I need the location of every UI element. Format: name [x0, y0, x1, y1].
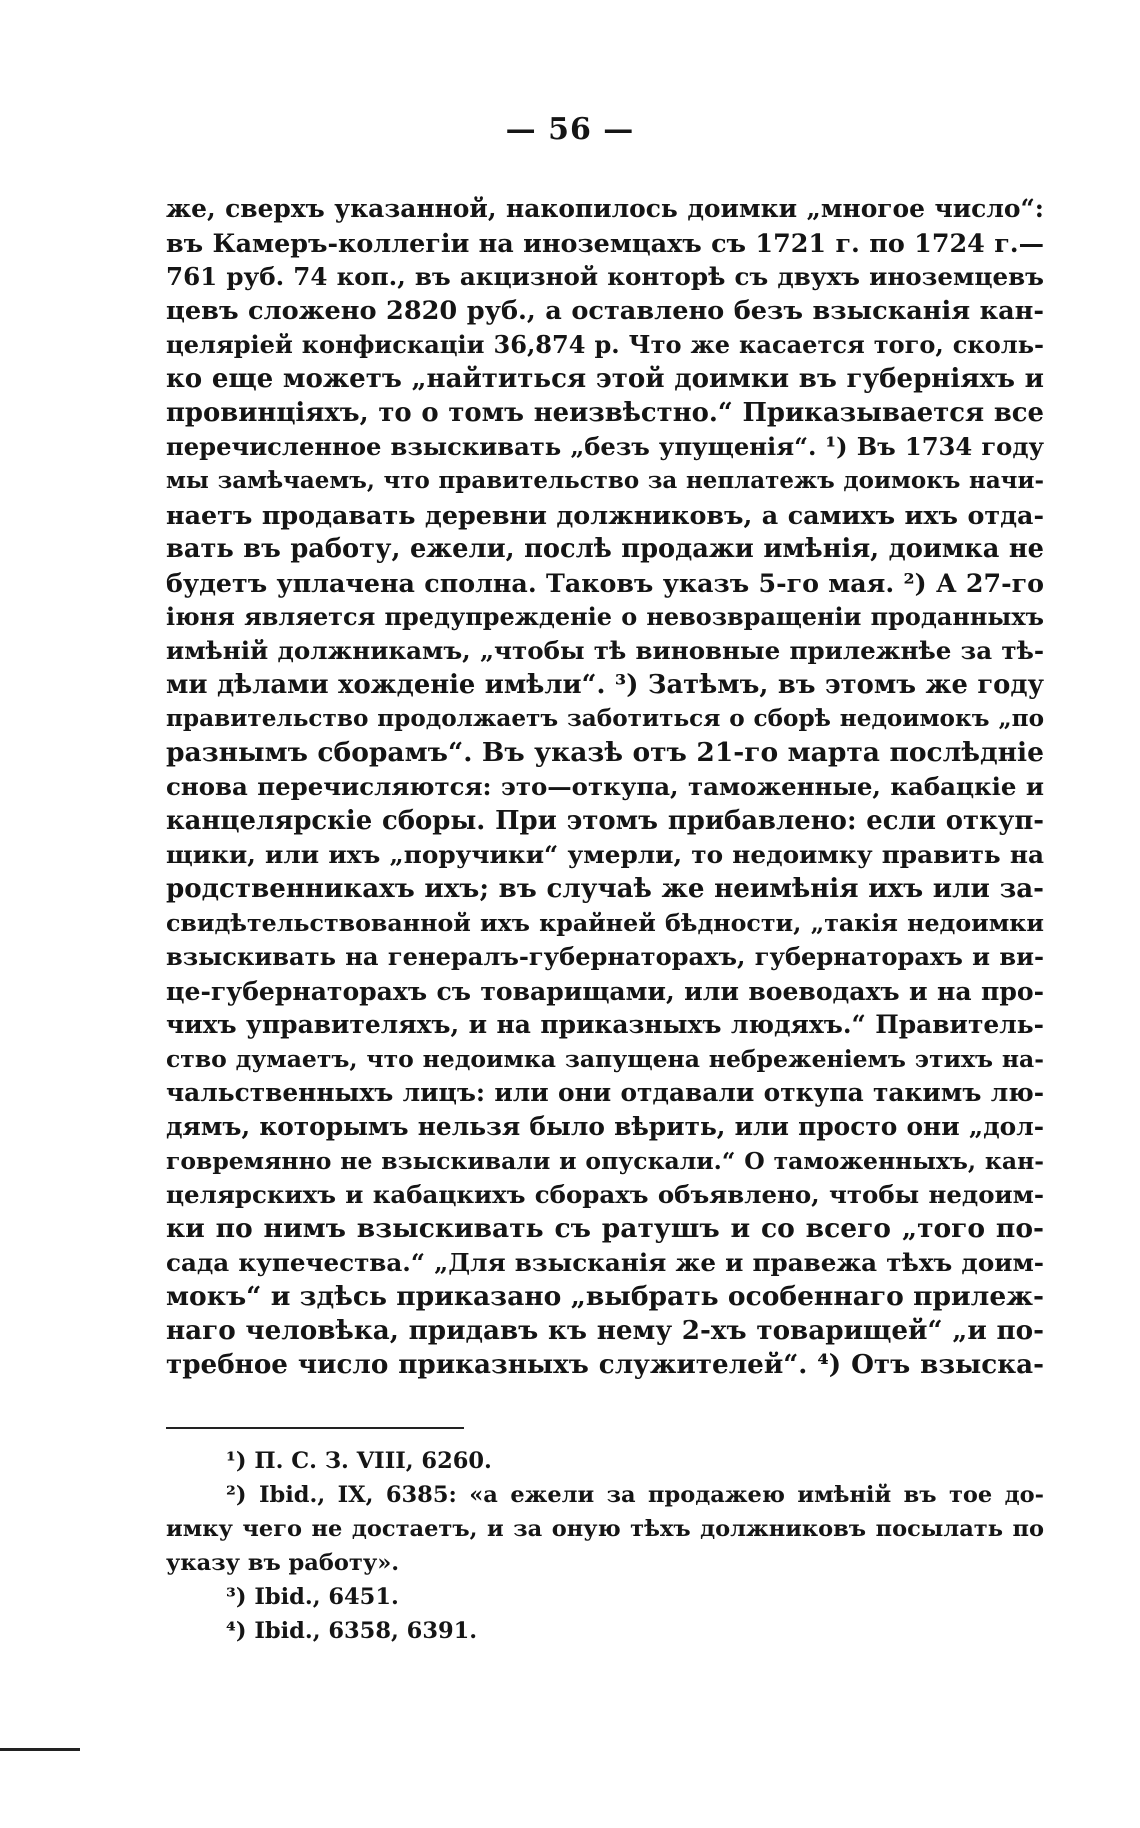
footnote-divider: [166, 1427, 464, 1429]
text-line: перечисленное взыскивать „безъ упущенія“. ¹) Въ 1734 году: [166, 432, 1044, 461]
footnote: ³) Ibid., 6451.: [226, 1584, 399, 1610]
text-line: требное число приказныхъ служителей“. ⁴) Отъ взыска-: [166, 1349, 1044, 1380]
text-line: ко еще можетъ „найтиться этой доимки въ губерніяхъ и: [166, 364, 1044, 394]
footnote: ²) Ibid., IX, 6385: «а ежели за продажею имѣній въ тое до-: [226, 1482, 1044, 1508]
text-line: въ Камеръ-коллегіи на иноземцахъ съ 1721 г. по 1724 г.—: [166, 228, 1044, 258]
text-line: разнымъ сборамъ“. Въ указѣ отъ 21-го марта послѣдніе: [166, 737, 1044, 768]
text-line: свидѣтельствованной ихъ крайней бѣдности, „такія недоимки: [166, 909, 1044, 937]
text-line: целярскихъ и кабацкихъ сборахъ объявлено, чтобы недоим-: [166, 1180, 1044, 1209]
text-line: сада купечества.“ „Для взысканія же и правежа тѣхъ доим-: [166, 1248, 1044, 1277]
text-line: провинціяхъ, то о томъ неизвѣстно.“ Приказывается все: [166, 398, 1044, 428]
scan-mark: [0, 1748, 80, 1751]
text-line: 761 руб. 74 коп., въ акцизной конторѣ съ двухъ иноземцевъ: [166, 262, 1044, 291]
text-line: наго человѣка, придавъ къ нему 2-хъ товарищей“ „и по-: [166, 1315, 1044, 1346]
text-line: ки по нимъ взыскивать съ ратушъ и со всего „того по-: [166, 1213, 1044, 1244]
footnotes: [166, 1444, 1044, 1648]
text-line: щики, или ихъ „поручики“ умерли, то недоимку править на: [166, 840, 1044, 869]
text-line: будетъ уплачена сполна. Таковъ указъ 5-го мая. ²) А 27-го: [166, 568, 1044, 598]
text-line: снова перечисляются: это—откупа, таможенные, кабацкіе и: [166, 772, 1044, 801]
text-line: целяріей конфискаціи 36,874 р. Что же касается того, сколь-: [166, 330, 1044, 359]
text-line: іюня является предупрежденіе о невозвращеніи проданныхъ: [166, 603, 1044, 631]
footnote-continuation: указу въ работу».: [166, 1550, 400, 1576]
text-line: чальственныхъ лицъ: или они отдавали откупа такимъ лю-: [166, 1078, 1044, 1107]
text-line: канцелярскіе сборы. При этомъ прибавлено: если откуп-: [166, 806, 1044, 836]
text-line: взыскивать на генералъ-губернаторахъ, губернаторахъ и ви-: [166, 942, 1044, 971]
footnote: ¹) П. С. З. VIII, 6260.: [226, 1448, 492, 1474]
text-line: ство думаетъ, что недоимка запущена небреженіемъ этихъ на-: [166, 1045, 1044, 1073]
page-number: — 56 —: [505, 112, 635, 147]
text-line: мы замѣчаемъ, что правительство за неплатежъ доимокъ начи-: [166, 467, 1044, 494]
footnote: ⁴) Ibid., 6358, 6391.: [226, 1618, 478, 1644]
text-line: имѣній должникамъ, „чтобы тѣ виновные прилежнѣе за тѣ-: [166, 636, 1044, 665]
text-line: цевъ сложено 2820 руб., а оставлено безъ взысканія кан-: [166, 296, 1044, 326]
text-line: ми дѣлами хожденіе имѣли“. ³) Затѣмъ, въ этомъ же году: [166, 670, 1044, 700]
text-line: мокъ“ и здѣсь приказано „выбрать особеннаго прилеж-: [166, 1281, 1044, 1312]
text-line: правительство продолжаетъ заботиться о сборѣ недоимокъ „по: [166, 705, 1044, 732]
text-line: це-губернаторахъ съ товарищами, или воеводахъ и на про-: [166, 976, 1044, 1006]
text-line: же, сверхъ указанной, накопилось доимки „многое число“:: [166, 194, 1044, 223]
text-line: родственникахъ ихъ; въ случаѣ же неимѣнія ихъ или за-: [166, 873, 1044, 904]
text-line: дямъ, которымъ нельзя было вѣрить, или просто они „дол-: [166, 1112, 1044, 1141]
text-line: чихъ управителяхъ, и на приказныхъ людяхъ.“ Правитель-: [166, 1010, 1044, 1039]
text-line: вать въ работу, ежели, послѣ продажи имѣнія, доимка не: [166, 534, 1044, 564]
text-line: говремянно не взыскивали и опускали.“ О таможенныхъ, кан-: [166, 1147, 1044, 1175]
text-line: наетъ продавать деревни должниковъ, а самихъ ихъ отда-: [166, 500, 1044, 530]
footnote-continuation: имку чего не достаетъ, и за оную тѣхъ должниковъ посылать по: [166, 1516, 1044, 1542]
body-text: [166, 192, 1044, 1382]
